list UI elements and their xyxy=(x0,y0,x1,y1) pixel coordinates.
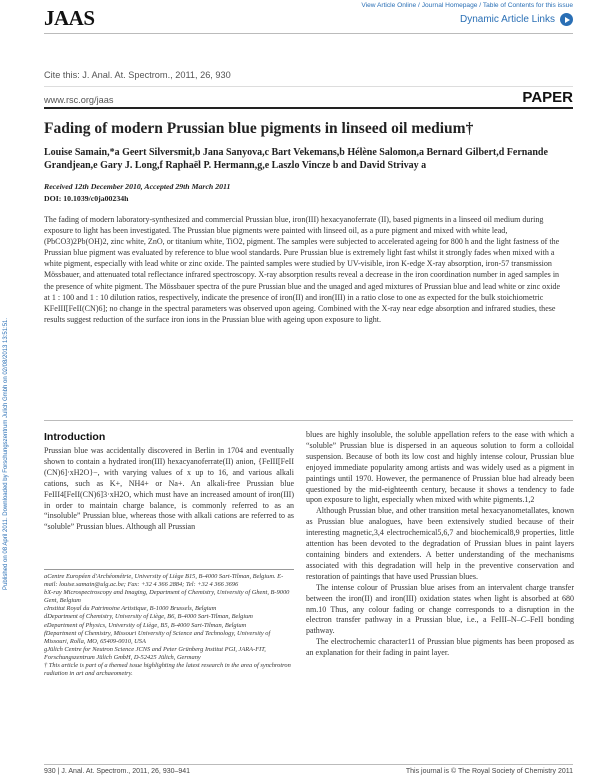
dynamic-article-links-label[interactable]: Dynamic Article Links xyxy=(459,14,555,25)
dynamic-article-links[interactable] xyxy=(460,13,573,26)
table-of-contents-link[interactable]: Table of Contents for this issue xyxy=(482,2,573,9)
view-article-online-link[interactable]: View Article Online xyxy=(361,2,417,9)
publication-side-note xyxy=(3,150,15,590)
footer-page-citation: 930 | J. Anal. At. Spectrom., 2011, 26, 930–941 xyxy=(44,768,191,775)
footer-divider xyxy=(44,764,573,765)
journal-url[interactable]: www.rsc.org/jaas xyxy=(44,95,114,105)
right-column xyxy=(306,430,574,659)
citation-divider xyxy=(44,86,573,87)
abstract: The fading of modern laboratory-synthesized and commercial Prussian blue, iron(III) hexacyanoferrate (II), based pigments in a linseed oil medium during exposure to light has been investigated. The Prussian blue pigments were painted with linseed oil, as a pure pigment and mixed with white lead, (PbCO3)2Pb(OH)2, zinc white, ZnO, or titanium white, TiO2, pigment. The samples were subjected to accelerated ageing for 800 h and the light fastness of the Prussian blue pigment was evaluated by reference to blue wool standards. Pure Prussian blue is extremely light fast whilst it strongly fades when mixed with a white pigment, especially with lead white or zinc oxide. The painted samples were studied by UV-visible, iron K-edge X-ray absorption, iron-57 transmission Mössbauer, and attenuated total reflectance infrared spectroscopy. X-ray absorption results reveal a decrease in the iron coordination number in aged samples in the presence of white pigment. The Mössbauer spectra of the pure Prussian blue and the unaged and aged mixtures of Prussian blue and lead white or zinc oxide at 1 : 100 and 1 : 10 dilution ratios, respectively, indicate the presence of iron(II) and iron(III) in a ratio close to one as expected for the bulk stoichiometric KFeIII[FeII(CN)6]; no change in the spectral parameters was observed upon ageing. Combined with the X-ray near edge absorption and infrared studies, these results suggest reduction of the surface iron ions in the Prussian blue with ageing upon exposure to light. xyxy=(44,215,561,324)
abstract-divider xyxy=(44,420,573,421)
title-divider xyxy=(44,107,573,109)
intro-paragraph-5: The electrochemic character11 of Prussian blue pigments has been proposed as an explanation for their fading in paint layer. xyxy=(306,637,574,658)
citation: Cite this: J. Anal. At. Spectrom., 2011, 26, 930 xyxy=(44,70,231,80)
footnote-f: fDepartment of Chemistry, Missouri University of Science and Technology, University of Missouri, Rolla, MO, 65409-0010, USA xyxy=(44,629,271,645)
left-column xyxy=(44,446,294,533)
article-type-label: PAPER xyxy=(522,89,573,106)
footnote-d: dDepartment of Chemistry, University of Liège, B6, B-4000 Sart-Tilman, Belgium xyxy=(44,613,253,621)
footnote-rule xyxy=(44,569,294,570)
article-title: Fading of modern Prussian blue pigments in linseed oil medium† xyxy=(44,120,474,137)
footnote-g: gJülich Centre for Neutron Science JCNS and Peter Grünberg Institut PGI, JARA-FIT, Forschungszentrum Jülich GmbH, D-52425 Jülich, Germany xyxy=(44,645,266,661)
footnote-c: cInstitut Royal du Patrimoine Artistique, B-1000 Brussels, Belgium xyxy=(44,605,217,613)
intro-paragraph-4: The intense colour of Prussian blue arises from an intervalent charge transfer between the iron(II) and iron(III) oxidation states when light is absorbed at 680 nm.10 Thus, any colour fading or change corresponds to a disruption in the electron transfer pathway in a Prussian blue, i.e., a FeIII–N–C–FeII bonding pathway. xyxy=(306,582,574,636)
footnote-b: bX-ray Microspectroscopy and Imaging, Department of Chemistry, University of Ghent, B-9000 Gent, Belgium xyxy=(44,589,290,605)
journal-homepage-link[interactable]: Journal Homepage xyxy=(421,2,478,9)
affiliation-footnotes xyxy=(44,573,294,678)
footer-copyright: This journal is © The Royal Society of Chemistry 2011 xyxy=(405,768,573,775)
publication-side-note-text: Published on 08 April 2011. Downloaded by Forschungszentrum Julich Gmbh on 02/08/2013 13:51:51. xyxy=(3,317,9,590)
intro-paragraph-1: Prussian blue was accidentally discovered in Berlin in 1704 and eventually shown to contain a hydrated iron(III) hexacyanoferrate(II) anion, {FeIII[FeII (CN)6]·xH2O}−, with varying values of x up to 16, and various alkali cations, such as K+, NH4+ or Na+. An alkali-free Prussian blue FeIII4[FeII(CN)6]3·xH2O, which must have an increased amount of iron(III) in order to maintain charge balance, is commonly referred to as an “insoluble” Prussian blue, whereas those with alkali cations are referred to as “soluble” Prussian blues. Although all Prussian xyxy=(44,446,294,532)
header-divider xyxy=(44,33,573,34)
doi[interactable]: DOI: 10.1039/c0ja00234h xyxy=(44,194,129,203)
intro-paragraph-2: blues are highly insoluble, the soluble appellation refers to the ease with which a “soluble” Prussian blue is dispersed in an aqueous solution to form a colloidal suspension. Because of both its low cost and highly intense colour, Prussian blue enjoyed immediate popularity among artists and was widely used as a pigment in paintings until 1970. However, the permanence of Prussian blue had already been questioned by the mid-eighteenth century, because it shows a tendency to fade upon exposure to light, especially when mixed with white pigments.1,2 xyxy=(306,430,574,505)
play-icon[interactable] xyxy=(560,13,573,26)
top-links: View Article Online / Journal Homepage / Table of Contents for this issue xyxy=(361,2,573,9)
footnote-a: aCentre Européen d'Archéométrie, University of Liège B15, B-4000 Sart-Tilman, Belgium. E-mail: louise.samain@ulg.ac.be; Fax: +32 4 366 2884; Tel: +32 4 366 3696 xyxy=(44,573,284,589)
introduction-heading: Introduction xyxy=(44,431,106,443)
footnote-dagger: † This article is part of a themed issue highlighting the latest research in the area of synchrotron radiation in art and archaeometry. xyxy=(44,662,291,678)
footnote-e: eDepartment of Physics, University of Liège, B5, B-4000 Sart-Tilman, Belgium xyxy=(44,621,247,629)
journal-logo: JAAS xyxy=(44,6,95,30)
received-dates: Received 12th December 2010, Accepted 29th March 2011 xyxy=(44,182,231,191)
author-list: Louise Samain,*a Geert Silversmit,b Jana Sanyova,c Bart Vekemans,b Hélène Salomon,a Bernard Gilbert,d Fernande Grandjean,e Gary J. Long,f Raphaël P. Hermann,g,e Laszlo Vincze b and David Strivay a xyxy=(44,147,548,171)
intro-paragraph-3: Although Prussian blue, and other transition metal hexacyanometallates, known as Prussian blue analogues, have been extensively studied because of their interesting magnetic,3,4 electrochemical5,6,7 and biochemical8,9 properties, little attention has been devoted to the degradation of Prussian blues in paint layers containing binders and extenders. A better understanding of the mechanisms associated with this degradation will help in the preventive conservation and restoration of paintings that have used Prussian blues. xyxy=(306,506,574,581)
